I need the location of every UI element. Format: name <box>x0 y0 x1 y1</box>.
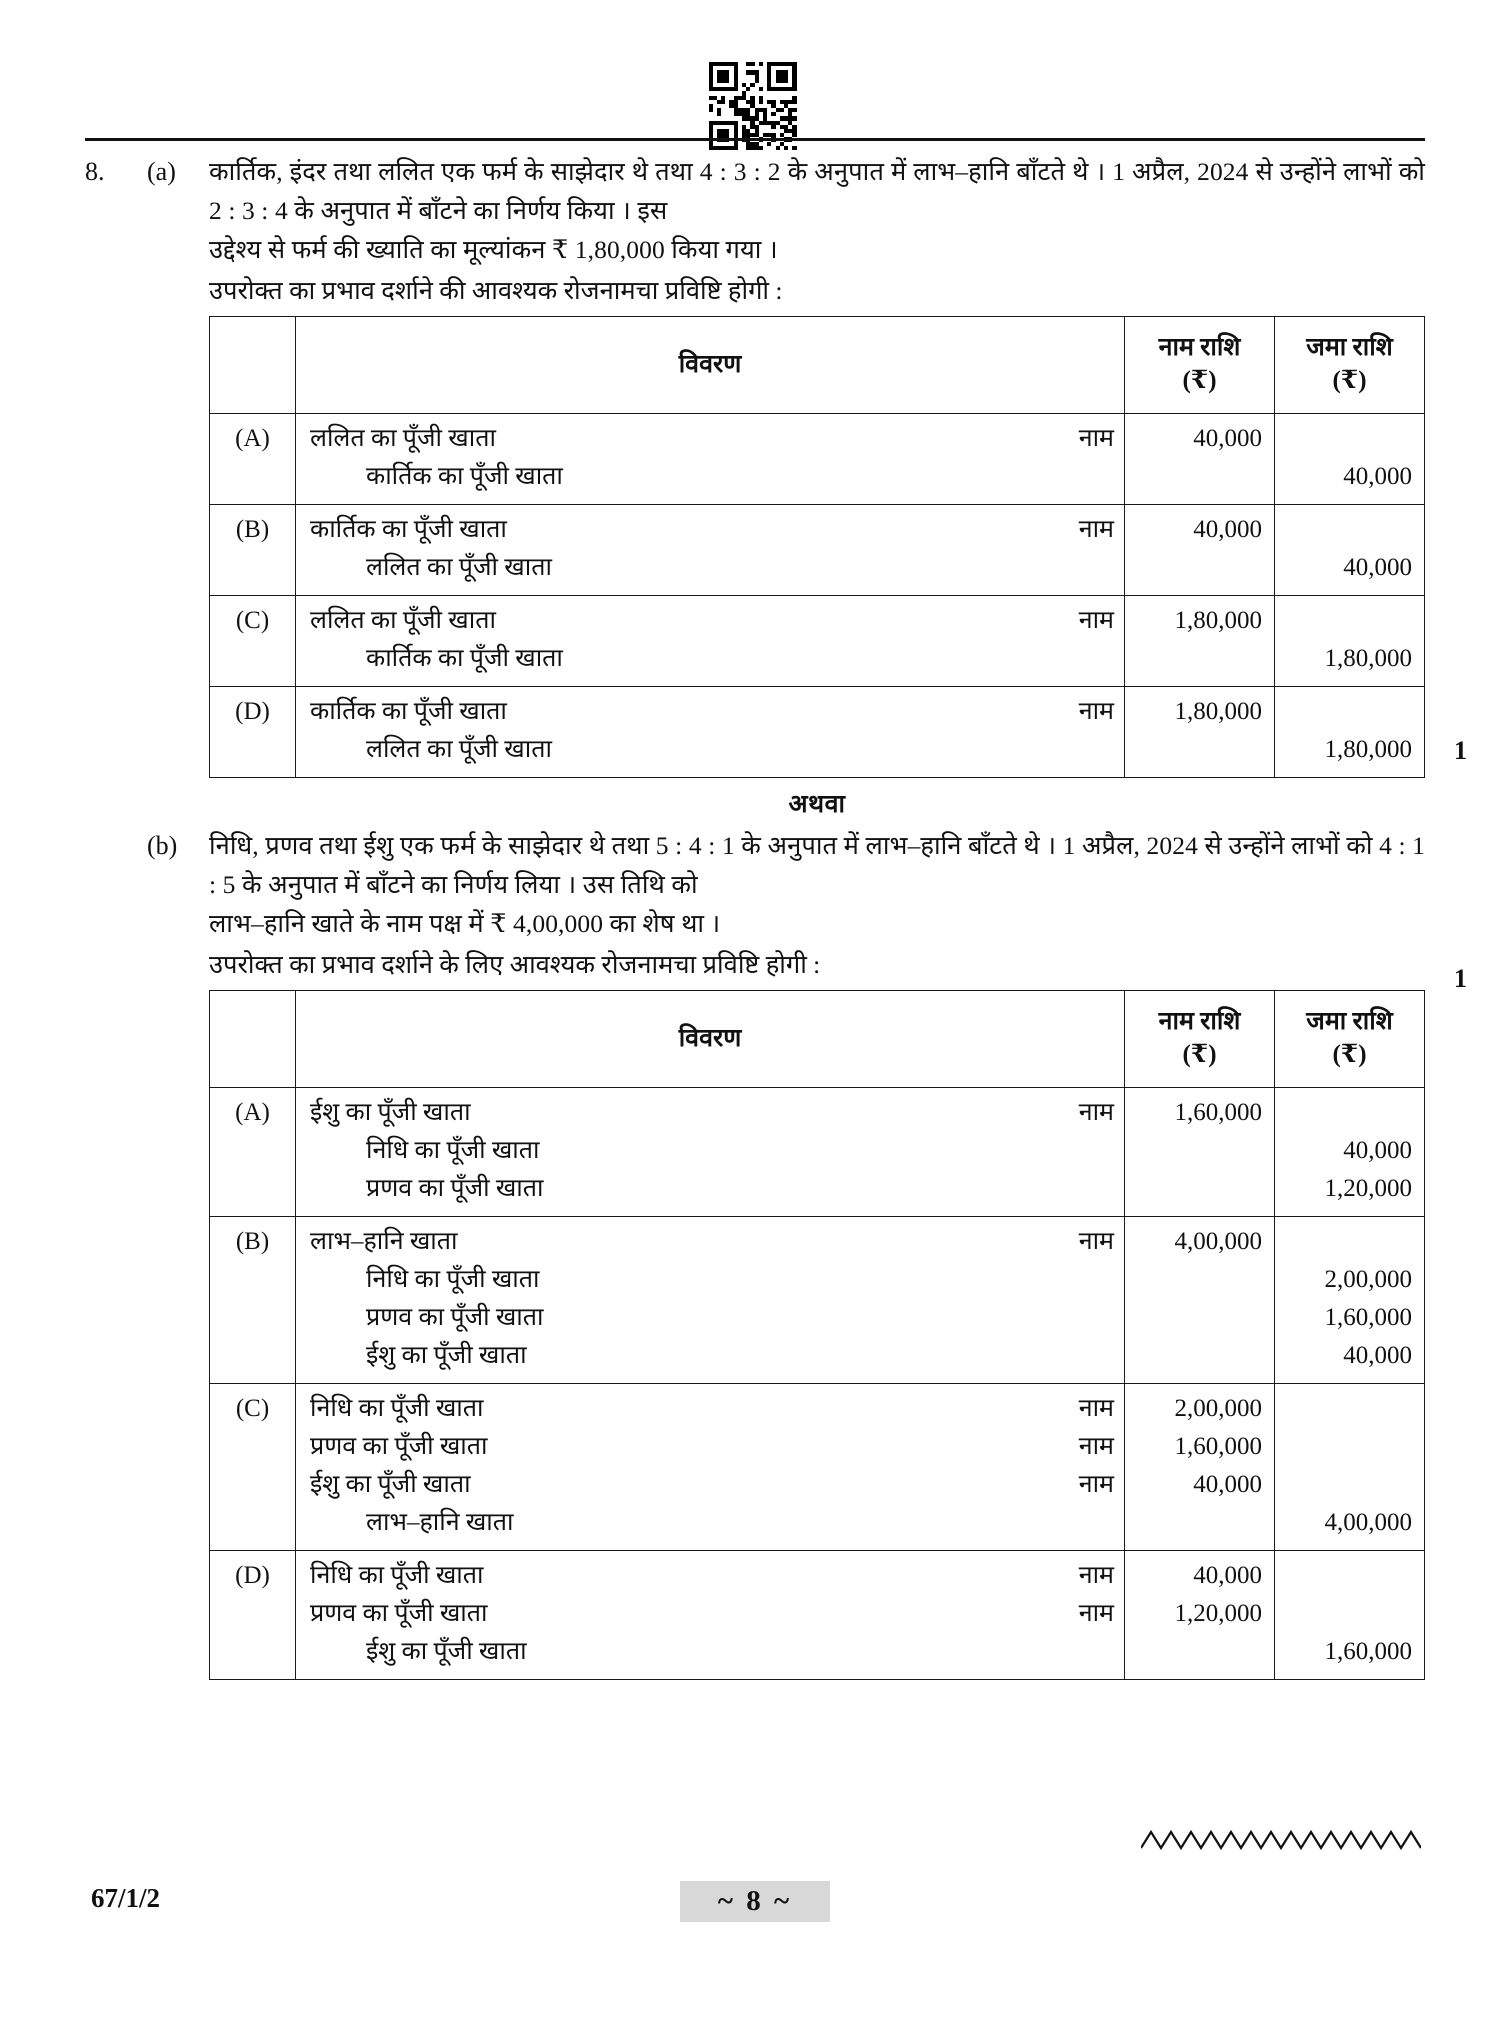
marks-part-a: 1 <box>1454 736 1467 765</box>
header-credit-line1: जमा राशि <box>1306 334 1393 361</box>
table-row[interactable] <box>210 1217 1425 1384</box>
part-a-line3: उद्देश्य से फर्म की ख्याति का मूल्यांकन ₹ 1,80,000 किया गया । <box>209 235 778 264</box>
credit-amount: 2,00,000 <box>1324 1266 1412 1293</box>
debit-amount-cell <box>1125 596 1275 687</box>
journal-entry-line <box>310 731 1114 769</box>
debit-amount-cell <box>1125 414 1275 505</box>
journal-entry-line <box>310 1170 1114 1208</box>
credit-amount <box>1281 1094 1412 1132</box>
credit-amount <box>1281 693 1412 731</box>
journal-entry-line <box>310 1504 1114 1542</box>
account-name: प्रणव का पूँजी खाता <box>310 1433 488 1460</box>
journal-entry-line <box>310 1428 1114 1466</box>
question-content <box>85 152 1467 1680</box>
account-name: ईशु का पूँजी खाता <box>310 1099 471 1126</box>
question-number: 8. <box>85 157 105 186</box>
table-row[interactable] <box>210 505 1425 596</box>
account-name: कार्तिक का पूँजी खाता <box>366 463 563 490</box>
debit-tag: नाम <box>1078 698 1114 725</box>
header-debit-line2: (₹) <box>1182 1041 1217 1068</box>
debit-amount: 40,000 <box>1193 516 1262 543</box>
part-a-table-body <box>210 414 1425 778</box>
credit-amount: 40,000 <box>1343 554 1412 581</box>
particulars-cell <box>296 596 1125 687</box>
debit-tag: नाम <box>1078 1433 1114 1460</box>
journal-entry-line <box>310 640 1114 678</box>
journal-entry-line <box>310 1223 1114 1261</box>
credit-amount-cell <box>1275 687 1425 778</box>
option-label: (D) <box>210 1551 296 1680</box>
debit-tag: नाम <box>1078 1228 1114 1255</box>
table-header-row <box>210 317 1425 414</box>
question-8a-row <box>85 152 1467 778</box>
account-name: कार्तिक का पूँजी खाता <box>310 698 507 725</box>
debit-amount <box>1131 1633 1262 1671</box>
header-credit-line2: (₹) <box>1332 1041 1367 1068</box>
journal-entry-line <box>310 1094 1114 1132</box>
option-label: (B) <box>210 1217 296 1384</box>
debit-tag: नाम <box>1078 1395 1114 1422</box>
particulars-cell <box>296 1088 1125 1217</box>
debit-tag: नाम <box>1078 425 1114 452</box>
part-b-body <box>209 826 1467 1680</box>
table-row[interactable] <box>210 1384 1425 1551</box>
debit-amount: 40,000 <box>1193 1471 1262 1498</box>
debit-amount: 40,000 <box>1193 425 1262 452</box>
header-debit-line2: (₹) <box>1182 367 1217 394</box>
header-option <box>210 317 296 414</box>
qr-code-container <box>0 62 1505 150</box>
journal-entry-line <box>310 1132 1114 1170</box>
header-particulars: विवरण <box>296 317 1125 414</box>
account-name: निधि का पूँजी खाता <box>366 1137 540 1164</box>
credit-amount: 40,000 <box>1343 463 1412 490</box>
debit-amount <box>1131 1132 1262 1170</box>
credit-amount <box>1281 1595 1412 1633</box>
account-name: ललित का पूँजी खाता <box>310 425 496 452</box>
or-label: अथवा <box>788 791 846 818</box>
part-b-line3: लाभ–हानि खाते के नाम पक्ष में ₹ 4,00,000 का शेष था । <box>209 909 721 938</box>
journal-entry-line <box>310 602 1114 640</box>
part-b-line2: 1 अप्रैल, 2024 से उन्होंने लाभों को 4 : 1 : 5 के अनुपात में बाँटने का निर्णय लिया । उस तिथि को <box>209 831 1425 899</box>
option-label: (A) <box>210 414 296 505</box>
header-debit-line1: नाम राशि <box>1158 1008 1241 1035</box>
account-name: ललित का पूँजी खाता <box>366 554 552 581</box>
part-a-options-table <box>209 316 1425 778</box>
part-a-body <box>209 152 1467 778</box>
header-credit <box>1275 317 1425 414</box>
credit-amount: 1,80,000 <box>1324 645 1412 672</box>
journal-entry-line <box>310 511 1114 549</box>
credit-amount-cell <box>1275 596 1425 687</box>
journal-entry-line <box>310 420 1114 458</box>
part-b-label: (b) <box>147 831 178 860</box>
header-debit-line1: नाम राशि <box>1158 334 1241 361</box>
credit-amount <box>1281 1428 1412 1466</box>
header-credit <box>1275 991 1425 1088</box>
debit-tag: नाम <box>1078 516 1114 543</box>
part-b-line1: निधि, प्रणव तथा ईशु एक फर्म के साझेदार थे तथा 5 : 4 : 1 के अनुपात में लाभ–हानि बाँटते थे । <box>209 831 1057 860</box>
credit-amount: 40,000 <box>1343 1137 1412 1164</box>
particulars-cell <box>296 1217 1125 1384</box>
account-name: कार्तिक का पूँजी खाता <box>310 516 507 543</box>
account-name: निधि का पूँजी खाता <box>310 1562 484 1589</box>
debit-tag: नाम <box>1078 1471 1114 1498</box>
account-name: प्रणव का पूँजी खाता <box>366 1304 544 1331</box>
credit-amount <box>1281 420 1412 458</box>
account-name: ईशु का पूँजी खाता <box>366 1342 527 1369</box>
credit-amount: 1,80,000 <box>1324 736 1412 763</box>
header-rule <box>85 138 1425 141</box>
account-name: निधि का पूँजी खाता <box>310 1395 484 1422</box>
credit-amount <box>1281 1557 1412 1595</box>
page-number: ~ 8 ~ <box>680 1881 830 1922</box>
option-label: (B) <box>210 505 296 596</box>
particulars-cell <box>296 414 1125 505</box>
header-particulars: विवरण <box>296 991 1125 1088</box>
paper-code: 67/1/2 <box>91 1883 161 1913</box>
table-row[interactable] <box>210 596 1425 687</box>
credit-amount-cell <box>1275 1088 1425 1217</box>
debit-amount: 1,80,000 <box>1174 607 1262 634</box>
credit-amount <box>1281 602 1412 640</box>
debit-amount: 2,00,000 <box>1174 1395 1262 1422</box>
part-b-options-table <box>209 990 1425 1680</box>
debit-amount <box>1131 549 1262 587</box>
credit-amount: 1,60,000 <box>1324 1638 1412 1665</box>
debit-amount <box>1131 1504 1262 1542</box>
part-a-label: (a) <box>147 157 176 186</box>
debit-tag: नाम <box>1078 1562 1114 1589</box>
debit-amount <box>1131 1299 1262 1337</box>
part-b-lead: उपरोक्त का प्रभाव दर्शाने के लिए आवश्यक रोजनामचा प्रविष्टि होगी : <box>209 950 821 979</box>
debit-amount <box>1131 458 1262 496</box>
table-row[interactable] <box>210 414 1425 505</box>
marks-part-b: 1 <box>1454 964 1467 993</box>
part-a-line2: थे । 1 अप्रैल, 2024 से उन्होंने लाभों को 2 : 3 : 4 के अनुपात में बाँटने का निर्णय किया । इस <box>209 157 1425 225</box>
debit-amount-cell <box>1125 1088 1275 1217</box>
debit-amount: 1,80,000 <box>1174 698 1262 725</box>
header-option <box>210 991 296 1088</box>
option-label: (C) <box>210 596 296 687</box>
account-name: निधि का पूँजी खाता <box>366 1266 540 1293</box>
account-name: प्रणव का पूँजी खाता <box>366 1175 544 1202</box>
credit-amount: 4,00,000 <box>1324 1509 1412 1536</box>
debit-tag: नाम <box>1078 607 1114 634</box>
account-name: लाभ–हानि खाता <box>310 1228 458 1255</box>
credit-amount-cell <box>1275 1217 1425 1384</box>
or-body <box>209 778 1425 826</box>
journal-entry-line <box>310 1595 1114 1633</box>
debit-amount-cell <box>1125 1217 1275 1384</box>
account-name: लाभ–हानि खाता <box>366 1509 514 1536</box>
table-row[interactable] <box>210 1088 1425 1217</box>
table-row[interactable] <box>210 1551 1425 1680</box>
journal-entry-line <box>310 693 1114 731</box>
part-b-table-body <box>210 1088 1425 1680</box>
debit-amount-cell <box>1125 505 1275 596</box>
credit-amount <box>1281 511 1412 549</box>
account-name: ललित का पूँजी खाता <box>310 607 496 634</box>
journal-entry-line <box>310 549 1114 587</box>
credit-amount-cell <box>1275 1551 1425 1680</box>
journal-entry-line <box>310 1557 1114 1595</box>
page-footer <box>85 1824 1425 2034</box>
header-credit-line2: (₹) <box>1332 367 1367 394</box>
journal-entry-line <box>310 1633 1114 1671</box>
credit-amount <box>1281 1223 1412 1261</box>
debit-amount-cell <box>1125 1551 1275 1680</box>
credit-amount: 1,20,000 <box>1324 1175 1412 1202</box>
credit-amount <box>1281 1390 1412 1428</box>
option-label: (A) <box>210 1088 296 1217</box>
account-name: ललित का पूँजी खाता <box>366 736 552 763</box>
qr-code-icon <box>709 62 797 150</box>
debit-amount <box>1131 640 1262 678</box>
option-label: (C) <box>210 1384 296 1551</box>
table-row[interactable] <box>210 687 1425 778</box>
journal-entry-line <box>310 1261 1114 1299</box>
question-8b-row <box>85 826 1467 1680</box>
debit-amount: 1,20,000 <box>1174 1600 1262 1627</box>
account-name: ईशु का पूँजी खाता <box>366 1638 527 1665</box>
credit-amount-cell <box>1275 505 1425 596</box>
part-a-text <box>209 152 1425 269</box>
debit-amount-cell <box>1125 1384 1275 1551</box>
debit-tag: नाम <box>1078 1600 1114 1627</box>
account-name: प्रणव का पूँजी खाता <box>310 1600 488 1627</box>
part-b-text <box>209 826 1425 943</box>
debit-amount: 40,000 <box>1193 1562 1262 1589</box>
debit-amount <box>1131 1170 1262 1208</box>
journal-entry-line <box>310 1299 1114 1337</box>
debit-amount <box>1131 731 1262 769</box>
part-a-lead: उपरोक्त का प्रभाव दर्शाने की आवश्यक रोजनामचा प्रविष्टि होगी : <box>209 276 783 305</box>
zigzag-decoration <box>1141 1828 1421 1854</box>
option-label: (D) <box>210 687 296 778</box>
debit-tag: नाम <box>1078 1099 1114 1126</box>
journal-entry-line <box>310 1337 1114 1375</box>
credit-amount: 40,000 <box>1343 1342 1412 1369</box>
debit-amount: 4,00,000 <box>1174 1228 1262 1255</box>
part-a-line1: कार्तिक, इंदर तथा ललित एक फर्म के साझेदार थे तथा 4 : 3 : 2 के अनुपात में लाभ–हानि बाँटते <box>209 157 1066 186</box>
debit-amount <box>1131 1337 1262 1375</box>
particulars-cell <box>296 687 1125 778</box>
credit-amount-cell <box>1275 1384 1425 1551</box>
journal-entry-line <box>310 1390 1114 1428</box>
account-name: कार्तिक का पूँजी खाता <box>366 645 563 672</box>
debit-amount: 1,60,000 <box>1174 1433 1262 1460</box>
credit-amount: 1,60,000 <box>1324 1304 1412 1331</box>
particulars-cell <box>296 1384 1125 1551</box>
particulars-cell <box>296 505 1125 596</box>
account-name: ईशु का पूँजी खाता <box>310 1471 471 1498</box>
table-header-row <box>210 991 1425 1088</box>
debit-amount <box>1131 1261 1262 1299</box>
credit-amount-cell <box>1275 414 1425 505</box>
header-debit <box>1125 991 1275 1088</box>
header-debit <box>1125 317 1275 414</box>
header-credit-line1: जमा राशि <box>1306 1008 1393 1035</box>
journal-entry-line <box>310 1466 1114 1504</box>
debit-amount-cell <box>1125 687 1275 778</box>
particulars-cell <box>296 1551 1125 1680</box>
credit-amount <box>1281 1466 1412 1504</box>
or-divider-row <box>85 778 1425 826</box>
journal-entry-line <box>310 458 1114 496</box>
debit-amount: 1,60,000 <box>1174 1099 1262 1126</box>
